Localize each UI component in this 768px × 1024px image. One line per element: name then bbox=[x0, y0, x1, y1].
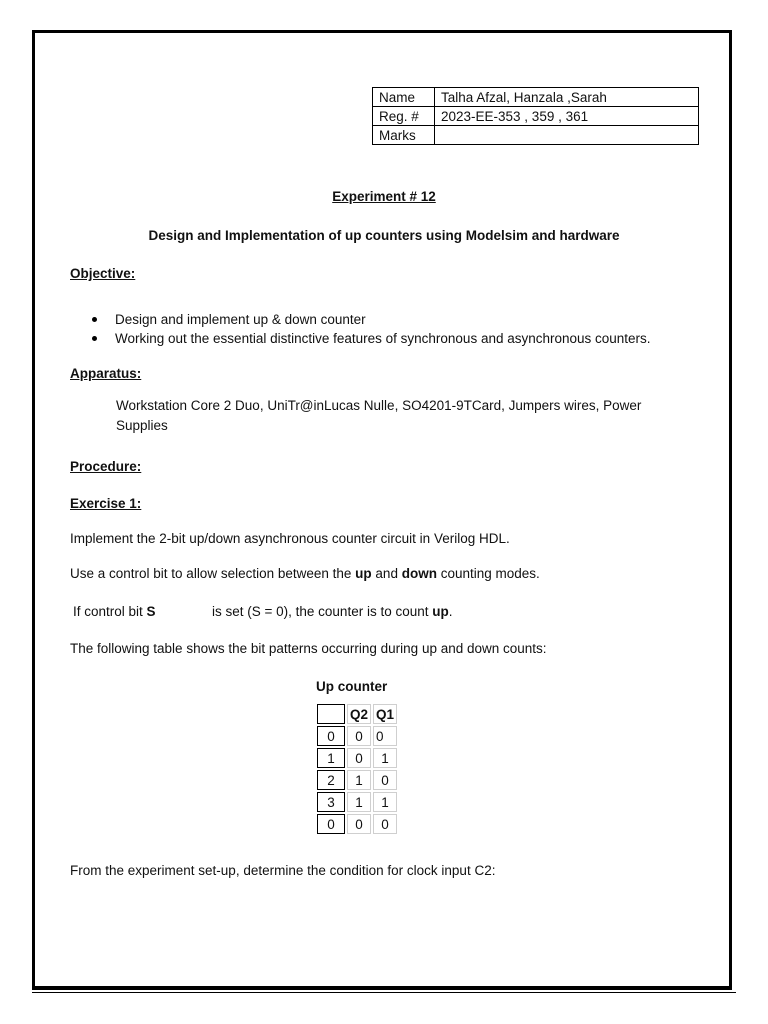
procedure-heading: Procedure: bbox=[70, 459, 142, 474]
info-row-marks bbox=[373, 126, 699, 145]
table-row bbox=[317, 726, 397, 746]
table-row bbox=[317, 748, 397, 768]
table-cell: 1 bbox=[347, 792, 371, 812]
table-row bbox=[317, 792, 397, 812]
instruction-paragraph-5: From the experiment set-up, determine the condition for clock input C2: bbox=[70, 863, 496, 878]
table-header: Q1 bbox=[373, 704, 397, 724]
apparatus-line-2: Supplies bbox=[116, 418, 168, 433]
student-info-table bbox=[372, 87, 699, 145]
table-cell: 3 bbox=[317, 792, 345, 812]
para3-text: . bbox=[448, 604, 453, 619]
table-cell: 0 bbox=[373, 814, 397, 834]
info-value bbox=[435, 126, 699, 145]
experiment-subtitle: Design and Implementation of up counters using Modelsim and hardware bbox=[148, 228, 620, 243]
experiment-title: Experiment # 12 bbox=[332, 189, 436, 204]
instruction-paragraph-3a bbox=[73, 603, 156, 621]
info-value: Talha Afzal, Hanzala ,Sarah bbox=[435, 88, 699, 107]
table-cell: 1 bbox=[373, 748, 397, 768]
apparatus-heading: Apparatus: bbox=[70, 366, 142, 381]
table-header bbox=[317, 704, 345, 724]
instruction-paragraph-2 bbox=[70, 565, 540, 583]
para3-text: If control bit bbox=[73, 604, 147, 619]
table-cell: 0 bbox=[373, 726, 397, 746]
para2-text: counting modes. bbox=[436, 566, 540, 581]
para3-up: up bbox=[432, 604, 449, 619]
table-cell: 2 bbox=[317, 770, 345, 790]
para2-down: down bbox=[401, 566, 437, 581]
objective-list bbox=[90, 310, 651, 348]
info-label: Name bbox=[373, 88, 435, 107]
apparatus-line-1: Workstation Core 2 Duo, UniTr@inLucas Nulle, SO4201-9TCard, Jumpers wires, Power bbox=[116, 398, 642, 413]
table-cell: 0 bbox=[317, 814, 345, 834]
objective-item: Design and implement up & down counter bbox=[90, 310, 651, 329]
table-header: Q2 bbox=[347, 704, 371, 724]
instruction-paragraph-4: The following table shows the bit patterns occurring during up and down counts: bbox=[70, 641, 547, 656]
info-row-name bbox=[373, 88, 699, 107]
exercise-heading: Exercise 1: bbox=[70, 496, 142, 511]
up-counter-table bbox=[315, 702, 399, 836]
page-border-shadow-line bbox=[32, 992, 736, 993]
para2-up: up bbox=[355, 566, 372, 581]
para2-text: Use a control bit to allow selection between the bbox=[70, 566, 356, 581]
table-header-row bbox=[317, 704, 397, 724]
instruction-paragraph-1: Implement the 2-bit up/down asynchronous counter circuit in Verilog HDL. bbox=[70, 531, 510, 546]
para2-text: and bbox=[371, 566, 402, 581]
objective-heading: Objective: bbox=[70, 266, 136, 281]
table-cell: 1 bbox=[347, 770, 371, 790]
table-cell: 0 bbox=[347, 814, 371, 834]
objective-item: Working out the essential distinctive features of synchronous and asynchronous counters. bbox=[90, 329, 651, 348]
table-cell: 1 bbox=[317, 748, 345, 768]
para3-text: is set (S = 0), the counter is to count bbox=[212, 604, 433, 619]
table-cell: 0 bbox=[317, 726, 345, 746]
instruction-paragraph-3b bbox=[212, 603, 453, 621]
table-cell: 0 bbox=[347, 726, 371, 746]
table-row bbox=[317, 814, 397, 834]
info-value: 2023-EE-353 , 359 , 361 bbox=[435, 107, 699, 126]
table-cell: 1 bbox=[373, 792, 397, 812]
table-cell: 0 bbox=[373, 770, 397, 790]
info-label: Reg. # bbox=[373, 107, 435, 126]
info-label: Marks bbox=[373, 126, 435, 145]
info-row-reg bbox=[373, 107, 699, 126]
up-counter-title: Up counter bbox=[316, 679, 388, 694]
para3-control-bit: S bbox=[146, 604, 156, 619]
table-row bbox=[317, 770, 397, 790]
table-cell: 0 bbox=[347, 748, 371, 768]
